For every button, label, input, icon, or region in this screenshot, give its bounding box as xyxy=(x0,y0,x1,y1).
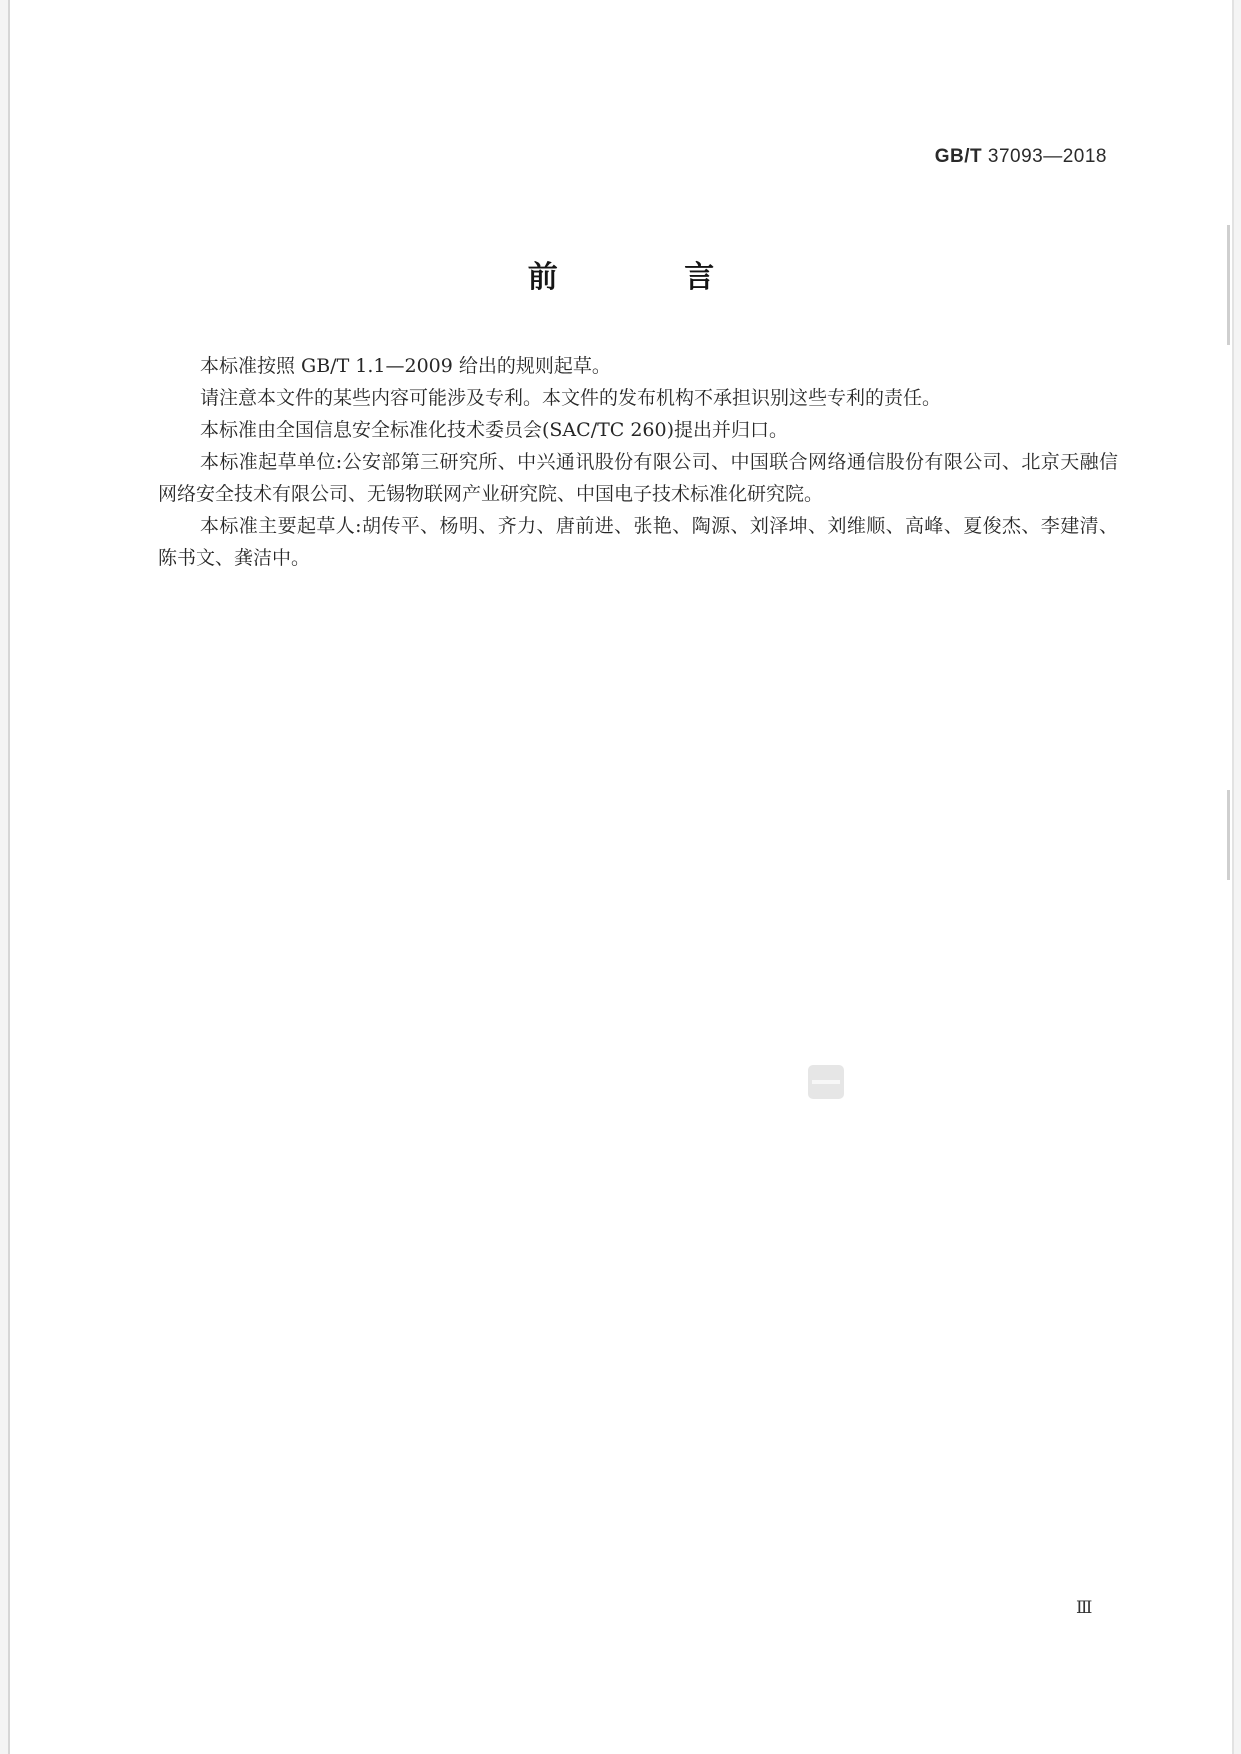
page-edge-mark xyxy=(1227,790,1230,880)
paragraph: 请注意本文件的某些内容可能涉及专利。本文件的发布机构不承担识别这些专利的责任。 xyxy=(200,387,942,409)
standard-code-number: 37093—2018 xyxy=(987,146,1107,167)
standard-code-prefix: GB/T xyxy=(934,146,983,167)
paragraph: 本标准起草单位:公安部第三研究所、中兴通讯股份有限公司、中国联合网络通信股份有限公司、北京天融信网络安全技术有限公司、无锡物联网产业研究院、中国电子技术标准化研究院。 xyxy=(158,451,1118,505)
page-number: Ⅲ xyxy=(1076,1598,1093,1618)
document-page xyxy=(8,0,1234,1754)
standard-code xyxy=(935,146,1107,168)
paragraph: 本标准由全国信息安全标准化技术委员会(SAC/TC 260)提出并归口。 xyxy=(200,419,789,441)
paragraph: 本标准主要起草人:胡传平、杨明、齐力、唐前进、张艳、陶源、刘泽坤、刘维顺、高峰、夏俊杰、李建清、陈书文、龚洁中。 xyxy=(158,515,1118,569)
preface-title: 前 言 xyxy=(527,260,773,295)
paragraph: 本标准按照 GB/T 1.1—2009 给出的规则起草。 xyxy=(200,355,611,377)
preface-body xyxy=(158,350,1118,574)
scan-artifact xyxy=(808,1065,844,1099)
